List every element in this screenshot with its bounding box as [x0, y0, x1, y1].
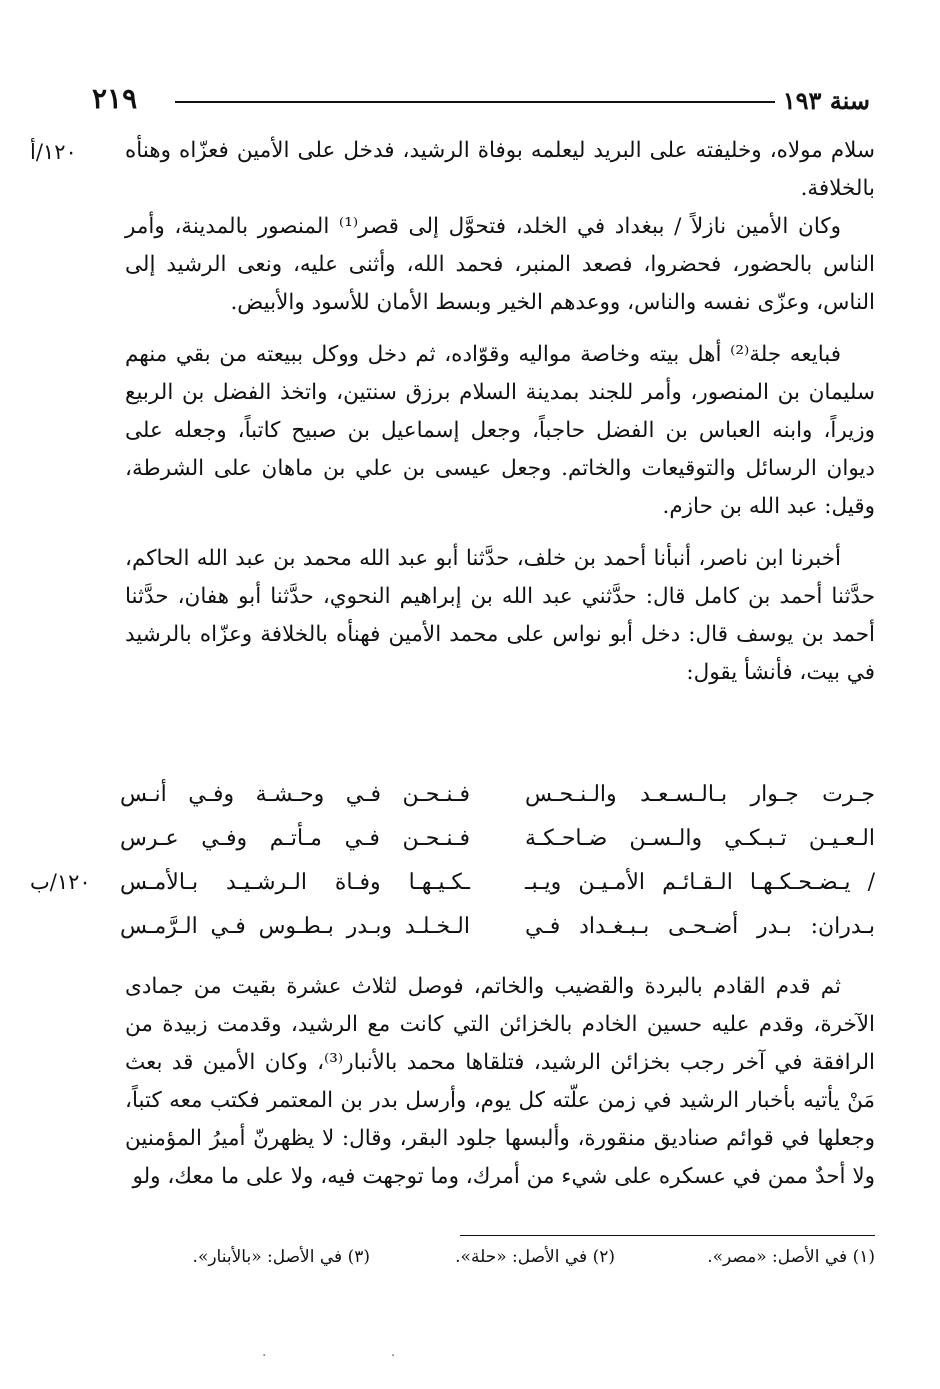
footnote-rule	[460, 1235, 875, 1236]
footnote-3: (٣) في الأصل: «بالأبنار».	[192, 1247, 370, 1267]
margin-folio-note-a: ١٢٠/أ	[30, 140, 77, 164]
verse-second-hemistich: فـنـحـن فـي مـأتـم وفـي عـرس	[120, 826, 470, 851]
paragraph: فبايعه جلة⁽²⁾ أهل بيته وخاصة مواليه وقوّاده، ثم دخل ووكل ببيعته من بقي منهم سليمان بن المنصور، وأمر للجند بمدينة السلام برزق سنتين، واتخذ الفضل بن الربيع وزيراً، وابنه العباس بن الفضل حاجباً، وجعل إسماعيل بن صبيح كاتباً، وجعله على ديوان الرسائل والتوقيعات والخاتم. وجعل عيسى بن علي بن ماهان على الشرطة، وقيل: عبد الله بن حازم.	[125, 342, 875, 519]
paragraph: ثم قدم القادم بالبردة والقضيب والخاتم، فوصل لثلاث عشرة بقيت من جمادى الآخرة، وقدم عليه حسين الخادم بالخزائن التي كانت مع الرشيد، وقدمت زبيدة من الرافقة في آخر رجب بخزائن الرشيد، فتلقاها محمد بالأنبار⁽³⁾، وكان الأمين قد بعث مَنْ يأتيه بأخبار الرشيد في زمن علّته كل يوم، وأرسل بدر بن المعتمر فكتب معه كتباً، وجعلها في قوائم صناديق منقورة، وألبسها جلود البقر، وقال: لا يظهرنّ أميرُ المؤمنين ولا أحدٌ ممن في عسكره على شيء من أمرك، وما توجهت فيه، ولا على ما معك، ولو	[125, 974, 875, 1189]
verse-first-hemistich: بـدران: بـدر أضـحـى بـبـغـداد فـي	[525, 914, 875, 939]
paragraph: أخبرنا ابن ناصر، أنبأنا أحمد بن خلف، حدَّثنا أبو عبد الله محمد بن عبد الله الحاكم، حدَّثنا أحمد بن كامل قال: حدَّثني عبد الله بن إبراهيم النحوي، حدَّثنا أبو هفان، حدَّثنا أحمد بن يوسف قال: دخل أبو نواس على محمد الأمين فهنأه بالخلافة وعزّاه بالرشيد في بيت، فأنشأ يقول:	[125, 546, 875, 685]
footnote-1: (١) في الأصل: «مصر».	[707, 1247, 875, 1267]
verse-first-hemistich: / يـضـحـكـهـا الـقـائـم الأمـيـن ويـبـ	[525, 870, 875, 895]
verse-line	[120, 870, 875, 910]
running-header-year: سنة ١٩٣	[782, 86, 870, 115]
paragraph: وكان الأمين نازلاً / ببغداد في الخلد، فتحوَّل إلى قصر⁽¹⁾ المنصور بالمدينة، وأمر الناس بالحضور، فحضروا، فصعد المنبر، فحمد الله، وأثنى عليه، ونعى الرشيد إلى الناس، وعزّى نفسه والناس، ووعدهم الخير وبسط الأمان للأسود والأبيض.	[125, 214, 875, 315]
footnotes	[180, 1247, 875, 1277]
header-rule	[175, 101, 775, 103]
verse-line	[120, 782, 875, 822]
verse-line	[120, 826, 875, 866]
verse-first-hemistich: جـرت جـوار بـالـسـعـد والـنـحـس	[525, 782, 875, 807]
paragraph: سلام مولاه، وخليفته على البريد ليعلمه بوفاة الرشيد، فدخل على الأمين فعزّاه وهنأه بالخلافة.	[125, 138, 875, 201]
verse-second-hemistich: الـخـلـد وبـدر بـطـوس فـي الـرَّمـس	[120, 914, 470, 939]
body-text	[125, 132, 875, 692]
verse-second-hemistich: ـكـيـهـا وفـاة الـرشـيـد بـالأمـس	[120, 870, 470, 895]
page-number: ٢١٩	[92, 82, 138, 115]
footnote-2: (٢) في الأصل: «حلة».	[455, 1247, 615, 1267]
verse-first-hemistich: الـعـيـن تـبـكـي والـسـن ضـاحـكـة	[525, 826, 875, 851]
verse-second-hemistich: فـنـحـن فـي وحـشـة وفـي أنـس	[120, 782, 470, 807]
verse-line	[120, 914, 875, 954]
margin-folio-note-b: ١٢٠/ب	[30, 870, 91, 894]
scan-specks: · ·	[262, 1348, 456, 1364]
closing-text	[125, 968, 875, 1196]
